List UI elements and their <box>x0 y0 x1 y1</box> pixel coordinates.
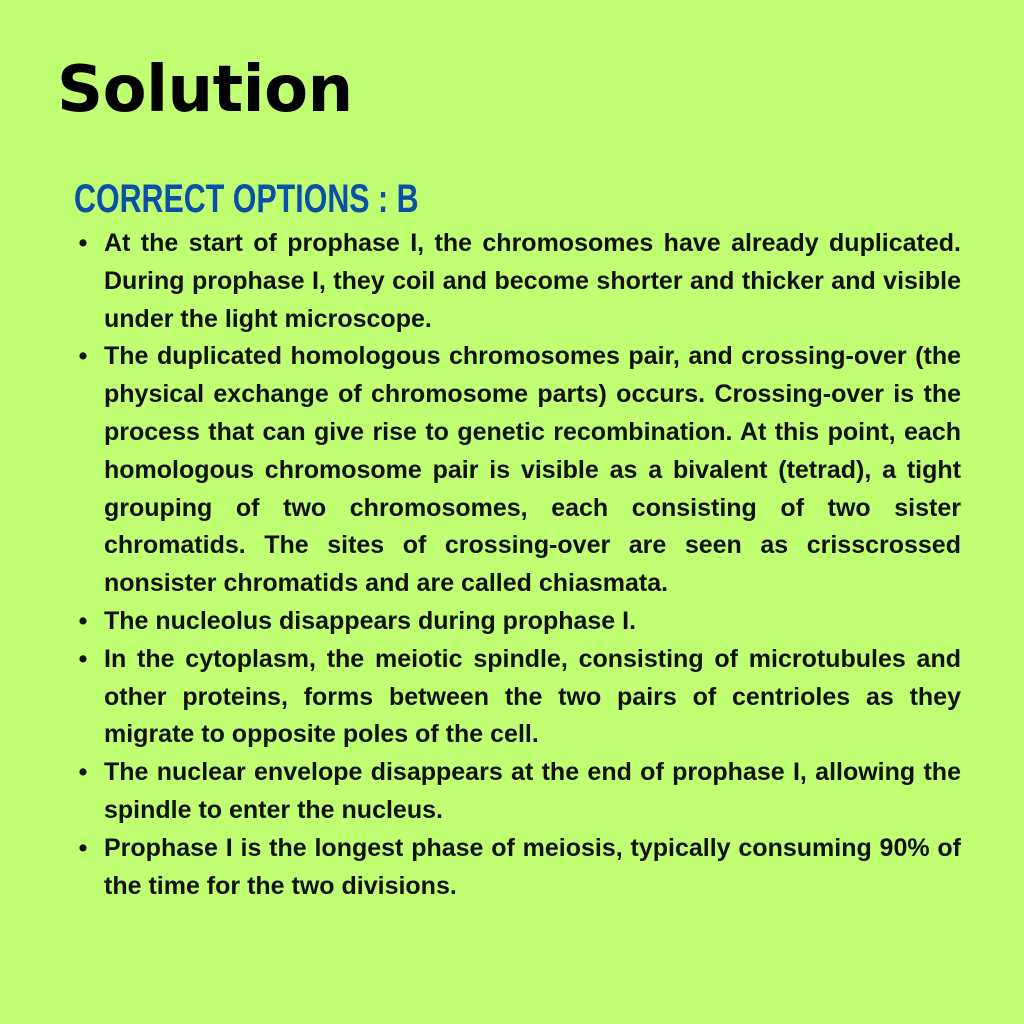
bullet-icon: • <box>78 833 88 862</box>
list-item <box>78 225 961 338</box>
bullet-icon: • <box>78 606 88 635</box>
list-item-text: In the cytoplasm, the meiotic spindle, consisting of microtubules and other proteins, forms between the two pairs of centrioles as they migrate to opposite poles of the cell. <box>104 644 961 749</box>
correct-option-label: CORRECT OPTIONS : B <box>74 177 419 221</box>
list-item <box>78 830 961 906</box>
bullet-icon: • <box>78 229 88 257</box>
bullet-icon: • <box>78 644 88 673</box>
list-item-text: The duplicated homologous chromosomes pair, and crossing-over (the physical exchange of chromosome parts) occurs. Crossing-over is the process that can give rise to genetic recombination. At this point, each homologous chromosome pair is visible as a bivalent (tetrad), a tight grouping of two chromosomes, each consisting of two sister chromatids. The sites of crossing-over are seen as crisscrossed nonsister chromatids and are called chiasmata. <box>104 342 961 598</box>
list-item <box>78 338 961 603</box>
list-item-text: Prophase I is the longest phase of meiosis, typically consuming 90% of the time for the two divisions. <box>104 833 961 900</box>
bullet-icon: • <box>78 342 88 371</box>
list-item <box>78 641 961 754</box>
list-item-text: At the start of prophase I, the chromosomes have already duplicated. During prophase I, they coil and become shorter and thicker and visible under the light microscope. <box>104 229 961 333</box>
bullet-icon: • <box>78 758 88 787</box>
list-item-text: The nuclear envelope disappears at the end of prophase I, allowing the spindle to enter the nucleus. <box>104 758 961 824</box>
list-item-text: The nucleolus disappears during prophase I. <box>104 606 637 635</box>
page-title: Solution <box>57 53 353 127</box>
list-item <box>78 754 961 830</box>
list-item <box>78 603 961 641</box>
explanation-list <box>78 225 961 905</box>
